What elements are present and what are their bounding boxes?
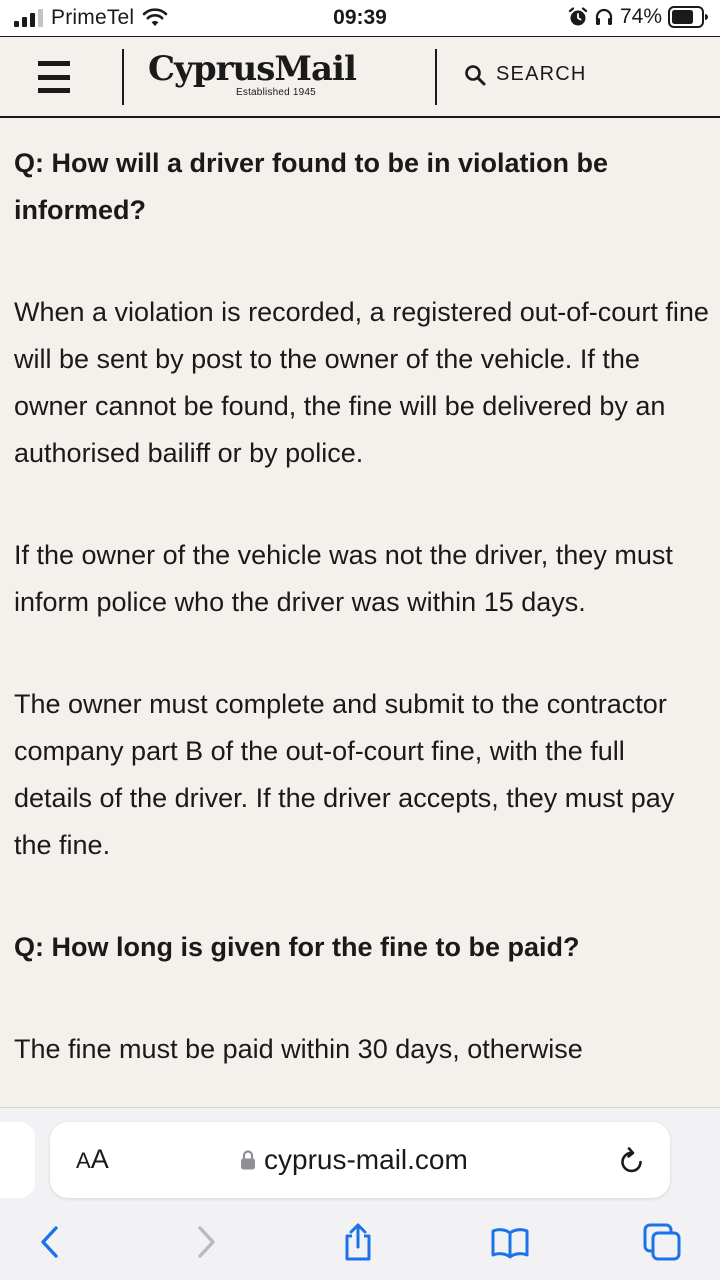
search-icon (464, 64, 486, 86)
logo-wordmark: CyprusMail (148, 49, 356, 89)
status-right (568, 5, 708, 29)
share-button[interactable] (336, 1220, 380, 1264)
header-divider (435, 49, 437, 105)
site-header (0, 36, 720, 118)
forward-button[interactable] (184, 1220, 228, 1264)
search-button[interactable] (464, 63, 587, 86)
headphones-icon (594, 7, 614, 27)
url-display[interactable] (240, 1144, 468, 1176)
article-question: Q: How will a driver found to be in violation be informed? (14, 148, 609, 225)
back-button[interactable] (28, 1220, 72, 1264)
status-time: 09:39 (333, 6, 387, 29)
browser-toolbar (0, 1220, 720, 1268)
url-text: cyprus-mail.com (264, 1144, 468, 1175)
bookmarks-icon (490, 1222, 530, 1262)
forward-icon (186, 1222, 226, 1262)
article-question: Q: How long is given for the fine to be paid? (14, 932, 580, 962)
carrier-name: PrimeTel (51, 6, 135, 29)
search-label: SEARCH (496, 63, 587, 85)
article-paragraph: The owner must complete and submit to the contractor company part B of the out-of-court fine, with the full details of the driver. If the driver accepts, they must pay the fine. (14, 689, 675, 860)
tabs-icon (642, 1222, 682, 1262)
browser-bottom-bar (0, 1107, 720, 1280)
status-bar (0, 0, 720, 36)
article-body (14, 140, 710, 1073)
address-bar[interactable] (50, 1122, 670, 1198)
share-icon (338, 1222, 378, 1262)
previous-tab-preview[interactable] (0, 1122, 35, 1198)
battery-percentage: 74% (619, 5, 662, 28)
battery-icon (668, 6, 708, 28)
article-paragraph: If the owner of the vehicle was not the driver, they must inform police who the driver was within 15 days. (14, 540, 673, 617)
back-icon (30, 1222, 70, 1262)
site-logo[interactable] (148, 49, 410, 98)
article-paragraph: When a violation is recorded, a registered out-of-court fine will be sent by post to the owner of the vehicle. If the owner cannot be found, the fine will be delivered by an authorised bailiff or by police. (14, 297, 709, 468)
reader-settings-button[interactable]: AA (76, 1144, 109, 1174)
alarm-icon (568, 7, 588, 27)
tabs-button[interactable] (640, 1220, 684, 1264)
hamburger-menu-icon[interactable] (38, 61, 70, 93)
bookmarks-button[interactable] (488, 1220, 532, 1264)
reload-icon[interactable] (618, 1146, 646, 1176)
header-divider (122, 49, 124, 105)
article-paragraph: The fine must be paid within 30 days, otherwise (14, 1034, 583, 1064)
logo-subtitle: Established 1945 (236, 87, 316, 98)
lock-icon (240, 1149, 256, 1171)
